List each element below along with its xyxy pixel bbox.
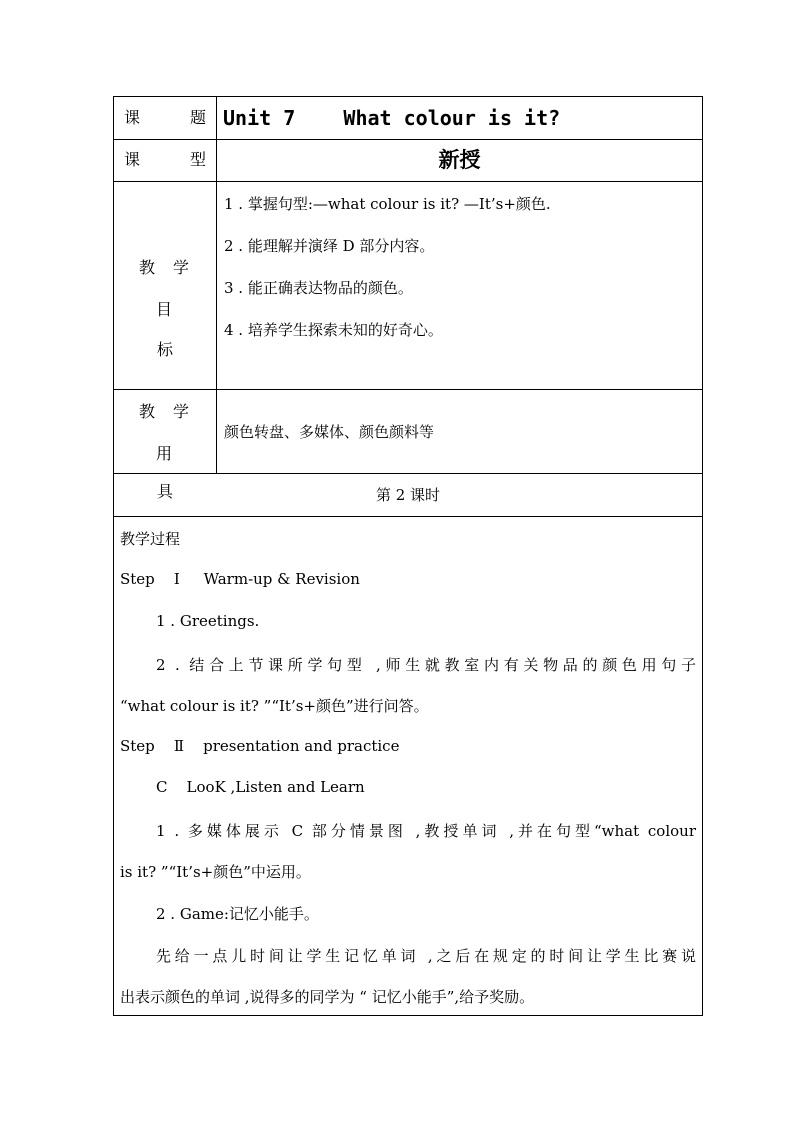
step-one-item: 1 . Greetings. [156,612,260,630]
tools-label-line2: 具 [156,482,173,501]
lesson-number: 第 2 课时 [375,486,441,504]
game-description-cont: 出表示颜色的单词 ,说得多的同学为 “ 记忆小能手”,给予奖励。 [120,988,535,1006]
game-description: 先给一点儿时间让学生记忆单词 ,之后在规定的时间让学生比赛说 [156,947,696,965]
objectives-label [114,247,216,371]
row-divider [114,389,702,390]
topic-label [124,97,206,139]
type-value: 新授 [438,148,481,172]
lesson-plan-table [113,96,703,1016]
topic-value [223,97,560,139]
section-c-item: 1 . 多媒体展示 C 部分情景图 ,教授单词 ,并在句型“what colour [156,822,696,840]
tools-value: 颜色转盘、多媒体、颜色颜料等 [224,423,435,441]
step-one-item: 2 . 结合上节课所学句型 ,师生就教室内有关物品的颜色用句子 [156,656,696,674]
row-divider [114,181,702,182]
process-heading: 教学过程 [120,530,181,548]
objective-item: 1 . 掌握句型:—what colour is it? —It’s+颜色. [224,195,551,213]
step-one-item-cont: “what colour is it? ”“It’s+颜色”进行问答。 [120,697,429,715]
objective-item: 2 . 能理解并演绎 D 部分内容。 [224,237,435,255]
unit-title: What colour is it? [343,106,561,130]
objective-item: 3 . 能正确表达物品的颜色。 [224,279,413,297]
objectives-label-line1: 教学目 [138,258,207,319]
type-label-right: 型 [189,150,206,169]
section-c-item-cont: is it? ”“It’s+颜色”中运用。 [120,863,311,881]
tools-label-line1: 教学用 [138,402,207,463]
step-one-heading: Step I Warm-up & Revision [120,570,360,588]
topic-label-left: 课 [124,108,141,127]
section-c-item: 2 . Game:记忆小能手。 [156,905,319,923]
unit-number: Unit 7 [223,106,296,130]
type-label [124,139,206,181]
objectives-label-line2: 标 [156,340,173,359]
row-divider [114,516,702,517]
objective-item: 4 . 培养学生探索未知的好奇心。 [224,321,443,339]
section-c-heading: C LooK ,Listen and Learn [156,778,365,796]
type-label-left: 课 [124,150,141,169]
topic-label-right: 题 [189,108,206,127]
step-two-heading: Step Ⅱ presentation and practice [120,737,400,755]
